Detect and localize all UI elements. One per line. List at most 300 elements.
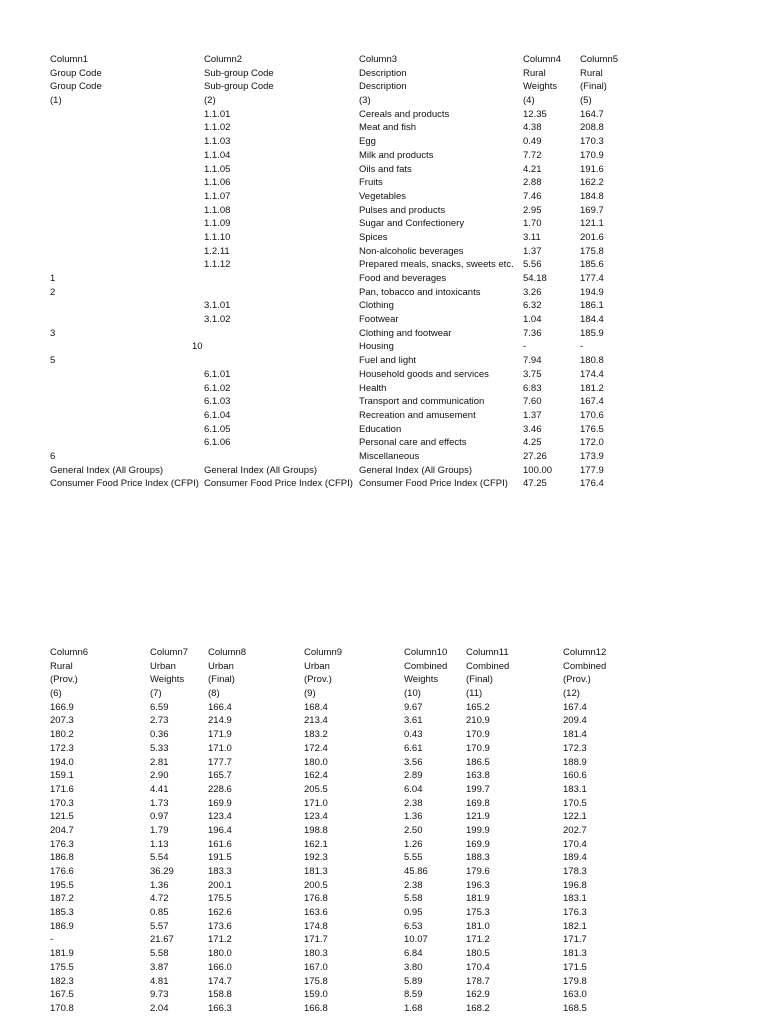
table-cell: Description [359, 81, 407, 93]
table-cell: 179.8 [563, 975, 587, 987]
table-cell: 1.36 [150, 879, 169, 891]
table-cell: 181.3 [304, 866, 328, 877]
table-cell: Column9 [304, 647, 343, 658]
table-cell: 176.8 [304, 893, 328, 905]
table-cell: 169.9 [208, 797, 232, 809]
table-row [50, 892, 623, 906]
table-cell: 1.1.07 [204, 190, 231, 202]
table-cell: 5.57 [150, 920, 169, 932]
table-cell: Milk and products [359, 149, 434, 161]
table-cell: 0.95 [404, 907, 423, 919]
table-cell [50, 190, 204, 204]
table-cell: Urban [150, 660, 176, 672]
table-row [50, 258, 640, 272]
table-cell: 6 [50, 450, 56, 462]
table-cell: Weights [523, 81, 558, 93]
table-cell: 166.4 [208, 701, 232, 713]
table-cell: 171.2 [208, 934, 232, 946]
table-cell: 177.9 [580, 464, 604, 476]
table-cell: 1.2.11 [204, 245, 230, 257]
table-cell: 204.7 [50, 824, 74, 836]
table-cell [204, 272, 359, 286]
table-cell: 170.3 [580, 136, 604, 148]
table-cell: 183.2 [304, 729, 328, 741]
table-cell: 171.7 [563, 934, 587, 946]
table-row [50, 810, 623, 824]
table-row [50, 450, 640, 464]
table-cell: 162.4 [304, 770, 328, 782]
table-cell: 181.3 [563, 948, 587, 960]
table-cell: Rural [523, 67, 546, 79]
table-cell: Column2 [204, 54, 243, 65]
table-row [50, 920, 623, 934]
table-cell: (Prov.) [50, 674, 78, 686]
table-cell: 162.1 [304, 838, 328, 850]
table-cell: 3.56 [404, 756, 423, 768]
table-cell: 121.1 [580, 218, 604, 230]
table-cell: 5.54 [150, 852, 169, 864]
header-row [50, 94, 640, 108]
table-row [50, 769, 623, 783]
table-cell: 123.4 [304, 811, 328, 823]
table-cell: 2.81 [150, 756, 169, 768]
table-cell: 170.4 [563, 838, 587, 850]
table-cell: (9) [304, 688, 316, 700]
table-cell: 5.58 [150, 948, 169, 960]
table-cell: 1.37 [523, 245, 542, 257]
table-cell: 2.89 [404, 770, 423, 782]
table-row [50, 947, 623, 961]
table-row [50, 286, 640, 300]
table-cell [50, 313, 204, 327]
table-cell: 1.1.10 [204, 231, 231, 243]
table-cell: 196.8 [563, 879, 587, 891]
table-cell: 159.1 [50, 770, 74, 782]
table-row [50, 354, 640, 368]
table-cell: Sub-group Code [204, 67, 274, 79]
table-row [50, 368, 640, 382]
table-cell: 1.79 [150, 824, 169, 836]
table-row [50, 231, 640, 245]
table-cell: 172.3 [563, 742, 587, 754]
table-cell: 176.3 [563, 907, 587, 919]
table-cell: 205.5 [304, 783, 328, 795]
table-cell: Rural [50, 660, 73, 672]
table-cell: 175.8 [580, 245, 604, 257]
table-cell: 183.1 [563, 893, 587, 905]
table-cell: 191.5 [208, 852, 232, 864]
table-cell [50, 231, 204, 245]
table-cell: 186.9 [50, 920, 74, 932]
table-row [50, 851, 623, 865]
table-row [50, 149, 640, 163]
table-cell [50, 409, 204, 423]
table-cell: Consumer Food Price Index (CFPI) [204, 478, 353, 490]
table-cell: 2.90 [150, 770, 169, 782]
table-cell: 3.87 [150, 961, 169, 973]
table-cell: 162.6 [208, 907, 232, 919]
table-cell: Vegetables [359, 190, 407, 202]
table-cell: 167.0 [304, 961, 328, 973]
table-cell [50, 176, 204, 190]
table-cell: 5.56 [523, 259, 542, 271]
table-cell: 7.36 [523, 327, 542, 339]
table-cell: 171.6 [50, 783, 74, 795]
table-cell: 121.9 [466, 811, 490, 823]
table-cell: Housing [359, 341, 394, 353]
table-cell [50, 423, 204, 437]
table-cell: 27.26 [523, 450, 547, 462]
table-row [50, 176, 640, 190]
table-cell: Sugar and Confectionery [359, 218, 465, 230]
table-cell: 163.0 [563, 989, 587, 1001]
table-cell: (Final) [580, 81, 607, 93]
table-cell [50, 368, 204, 382]
table-cell [204, 327, 359, 341]
table-cell: 182.3 [50, 975, 74, 987]
table-cell: Weights [404, 674, 439, 686]
table-cell: 6.1.05 [204, 423, 231, 435]
header-row [50, 67, 640, 81]
table-cell [50, 382, 204, 396]
table-cell: 170.4 [466, 961, 490, 973]
table-cell: Food and beverages [359, 273, 447, 284]
table-cell: 170.5 [563, 797, 587, 809]
table-cell: 170.3 [50, 797, 74, 809]
table-cell: 6.04 [404, 783, 423, 795]
table-cell: 3.46 [523, 423, 542, 435]
table-cell: 200.5 [304, 879, 328, 891]
table-cell: 167.5 [50, 989, 74, 1001]
table-cell: 36.29 [150, 866, 174, 877]
table-cell: 167.4 [563, 701, 587, 713]
table-cell: 5.33 [150, 742, 169, 754]
table-row [50, 701, 623, 715]
table-cell: Column12 [563, 647, 607, 658]
table-cell [204, 340, 359, 354]
table-cell: Column11 [466, 647, 509, 658]
table-cell: Combined [404, 660, 448, 672]
table-cell: 208.8 [580, 122, 604, 134]
table-cell: 4.25 [523, 437, 542, 449]
table-cell: 3.1.02 [204, 314, 231, 326]
table-cell: Household goods and services [359, 368, 489, 380]
table-cell: 21.67 [150, 934, 174, 946]
table-row [50, 340, 640, 354]
table-cell: Spices [359, 231, 388, 243]
table-cell: Sub-group Code [204, 81, 274, 93]
table-cell: 179.6 [466, 866, 490, 877]
table-cell: Combined [563, 660, 607, 672]
table-cell: 2.95 [523, 204, 542, 216]
table-cell: (12) [563, 688, 580, 700]
table-cell: 194.9 [580, 286, 604, 298]
table-cell: (10) [404, 688, 421, 700]
table-cell: 1.37 [523, 409, 542, 421]
table-cell: 176.4 [580, 478, 604, 490]
table-cell: 176.5 [580, 423, 604, 435]
table-row [50, 382, 640, 396]
table-cell: 2.04 [150, 1002, 169, 1014]
table-cell: 2.50 [404, 824, 423, 836]
header-row [50, 80, 640, 94]
table-cell: 169.7 [580, 204, 604, 216]
table-cell: 185.9 [580, 327, 604, 339]
table-cell: Column8 [208, 647, 247, 658]
table-cell: 1.1.02 [204, 122, 231, 134]
table-cell: 207.3 [50, 715, 74, 727]
table-cell: 100.00 [523, 464, 553, 476]
table-cell: 163.6 [304, 907, 328, 919]
table-cell: 180.0 [304, 756, 328, 768]
table-cell [50, 436, 204, 450]
table-cell: Urban [208, 660, 234, 672]
table-cell: 6.61 [404, 742, 423, 754]
header-row [50, 673, 623, 687]
table-row [50, 975, 623, 989]
table-cell: 1.1.04 [204, 149, 231, 161]
table-cell: 3.11 [523, 231, 541, 243]
table-row [50, 783, 623, 797]
table-cell: 200.1 [208, 879, 232, 891]
table-cell [50, 245, 204, 259]
table-cell: 174.8 [304, 920, 328, 932]
table-cell: Weights [150, 674, 185, 686]
table-cell: 174.4 [580, 368, 604, 380]
table-row [50, 742, 623, 756]
table-cell: Combined [466, 660, 510, 672]
table-row [50, 933, 623, 947]
table-cell: 1.1.05 [204, 163, 231, 175]
table-cell: 175.8 [304, 975, 328, 987]
table-cell: 3.75 [523, 368, 542, 380]
table-row [50, 756, 623, 770]
top-table [50, 53, 640, 491]
table-cell: 168.5 [563, 1002, 587, 1014]
table-cell: 1.1.06 [204, 177, 231, 189]
table-cell: Pan, tobacco and intoxicants [359, 286, 481, 298]
table-cell: 161.6 [208, 838, 232, 850]
table-cell: 177.7 [208, 756, 232, 768]
table-row [50, 108, 640, 122]
table-cell: 8.59 [404, 989, 423, 1001]
table-cell: 163.8 [466, 770, 490, 782]
table-cell: Column4 [523, 54, 562, 65]
table-cell: Transport and communication [359, 396, 485, 408]
table-cell: 170.9 [466, 729, 490, 741]
table-cell: 0.43 [404, 729, 423, 741]
table-cell: 181.0 [466, 920, 490, 932]
table-cell: 199.9 [466, 824, 490, 836]
table-cell: 6.53 [404, 920, 423, 932]
table-cell: Column3 [359, 54, 398, 65]
table-cell: (1) [50, 95, 62, 107]
table-cell: 196.4 [208, 824, 232, 836]
table-cell: 166.0 [208, 961, 232, 973]
table-cell: 180.8 [580, 355, 604, 367]
table-cell: 159.0 [304, 989, 328, 1001]
table-cell: 6.1.04 [204, 409, 231, 421]
table-cell [50, 299, 204, 313]
table-cell: Egg [359, 136, 376, 148]
table-cell [50, 258, 204, 272]
table-cell: 165.2 [466, 701, 490, 713]
table-row [50, 838, 623, 852]
table-row [50, 163, 640, 177]
table-cell: 6.59 [150, 701, 169, 713]
table-cell: (Final) [208, 674, 235, 686]
table-row [50, 906, 623, 920]
table-row [50, 961, 623, 975]
table-cell: 1.1.12 [204, 259, 231, 271]
table-row [50, 988, 623, 1002]
table-cell: 178.7 [466, 975, 490, 987]
table-cell: 177.4 [580, 273, 604, 284]
table-cell: Column6 [50, 647, 89, 658]
table-cell: 167.4 [580, 396, 604, 408]
table-cell: 172.3 [50, 742, 74, 754]
header-row [50, 646, 623, 660]
table-cell: 186.5 [466, 756, 490, 768]
table-cell: 180.3 [304, 948, 328, 960]
table-cell: 12.35 [523, 108, 547, 120]
table-cell: 123.4 [208, 811, 232, 823]
table-cell: 6.1.02 [204, 382, 231, 394]
table-cell: Consumer Food Price Index (CFPI) [50, 478, 199, 490]
table-cell: 169.8 [466, 797, 490, 809]
table-row [50, 1002, 623, 1016]
table-cell: 9.67 [404, 701, 423, 713]
table-cell: General Index (All Groups) [359, 464, 472, 476]
table-row [50, 121, 640, 135]
table-cell: 162.2 [580, 177, 604, 189]
table-cell: 175.5 [208, 893, 232, 905]
table-cell: 201.6 [580, 231, 604, 243]
table-cell: 182.1 [563, 920, 587, 932]
table-cell: 171.0 [208, 742, 232, 754]
table-cell: Column7 [150, 647, 189, 658]
table-cell: 172.4 [304, 742, 328, 754]
table-cell: 7.60 [523, 396, 542, 408]
table-cell: 184.8 [580, 190, 604, 202]
table-cell: 188.9 [563, 756, 587, 768]
table-row [50, 797, 623, 811]
table-cell: 183.3 [208, 866, 232, 877]
table-cell: 1.36 [404, 811, 423, 823]
table-cell [204, 286, 359, 300]
table-cell: (4) [523, 95, 535, 107]
table-cell: 10 [192, 341, 203, 353]
table-cell: 168.2 [466, 1002, 490, 1014]
table-row [50, 299, 640, 313]
table-cell: 171.0 [304, 797, 328, 809]
table-cell: 185.3 [50, 907, 74, 919]
table-cell: 191.6 [580, 163, 604, 175]
table-cell: (Final) [466, 674, 493, 686]
table-row [50, 436, 640, 450]
table-cell: 5.58 [404, 893, 423, 905]
table-cell: 0.97 [150, 811, 169, 823]
table-cell: 178.3 [563, 866, 587, 877]
table-cell: 2.88 [523, 177, 542, 189]
table-cell: 4.81 [150, 975, 169, 987]
table-cell: Prepared meals, snacks, sweets etc. [359, 259, 514, 271]
table-cell: - [580, 341, 584, 353]
table-cell: 168.4 [304, 701, 328, 713]
table-cell: 173.6 [208, 920, 232, 932]
table-cell: 6.1.06 [204, 437, 231, 449]
table-cell: Miscellaneous [359, 450, 420, 462]
table-cell: 0.36 [150, 729, 169, 741]
table-cell: 214.9 [208, 715, 232, 727]
table-cell: 6.1.01 [204, 368, 231, 380]
table-cell: 1.26 [404, 838, 423, 850]
table-row [50, 327, 640, 341]
table-cell: 1 [50, 273, 56, 284]
table-cell: 186.8 [50, 852, 74, 864]
table-cell: 176.3 [50, 838, 74, 850]
table-cell: 170.9 [580, 149, 604, 161]
table-cell: (Prov.) [563, 674, 591, 686]
header-row [50, 687, 623, 701]
table-cell: Education [359, 423, 402, 435]
table-cell: 0.49 [523, 136, 542, 148]
table-cell: 47.25 [523, 478, 547, 490]
table-cell: Oils and fats [359, 163, 412, 175]
table-cell: 122.1 [563, 811, 587, 823]
table-cell: (5) [580, 95, 592, 107]
table-cell: 54.18 [523, 273, 547, 284]
table-cell: 3.80 [404, 961, 423, 973]
table-cell: 170.8 [50, 1002, 74, 1014]
table-row [50, 135, 640, 149]
table-cell: 184.4 [580, 314, 604, 326]
table-cell: 4.72 [150, 893, 169, 905]
table-row [50, 824, 623, 838]
table-cell: 180.0 [208, 948, 232, 960]
table-cell: 3.61 [404, 715, 423, 727]
table-cell: 160.6 [563, 770, 587, 782]
table-cell: 180.2 [50, 729, 74, 741]
table-row [50, 217, 640, 231]
table-row [50, 423, 640, 437]
table-cell: 3.26 [523, 286, 542, 298]
table-cell: 180.5 [466, 948, 490, 960]
table-cell: 1.70 [523, 218, 542, 230]
table-cell: 169.9 [466, 838, 490, 850]
table-cell: 176.6 [50, 866, 74, 877]
table-cell: 162.9 [466, 989, 490, 1001]
table-cell: 1.1.08 [204, 204, 231, 216]
table-cell: Personal care and effects [359, 437, 467, 449]
table-cell: Cereals and products [359, 108, 450, 120]
table-cell: 1.1.01 [204, 108, 231, 120]
table-cell: 1.13 [150, 838, 169, 850]
table-cell: 1.1.09 [204, 218, 231, 230]
table-cell: 171.2 [466, 934, 490, 946]
table-cell: 4.21 [523, 163, 542, 175]
table-cell: 9.73 [150, 989, 169, 1001]
table-row [50, 313, 640, 327]
table-cell: 158.8 [208, 989, 232, 1001]
table-cell: 6.1.03 [204, 396, 231, 408]
bottom-table [50, 646, 623, 1016]
table-cell: (8) [208, 688, 220, 700]
table-cell: Non-alcoholic beverages [359, 245, 464, 257]
table-cell: 164.7 [580, 108, 604, 120]
table-cell: - [50, 934, 54, 946]
table-cell: 189.4 [563, 852, 587, 864]
